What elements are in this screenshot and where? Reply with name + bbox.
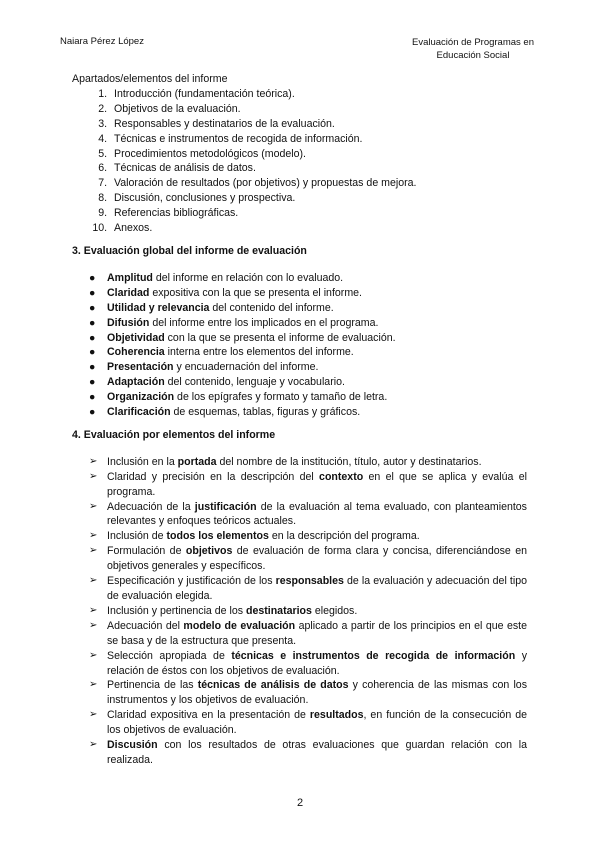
section4-item-text: en el que se aplica y evalúa el programa.	[107, 470, 527, 498]
intro-list	[72, 87, 527, 236]
section4-item	[89, 708, 527, 738]
bullet-icon: ●	[89, 271, 96, 284]
section4-item-text: y relación de éstos con los objetivos de evaluación.	[107, 649, 527, 677]
section3-list	[72, 271, 527, 420]
bullet-icon: ●	[89, 316, 96, 329]
section4-item-text: Claridad expositiva en la presentación de	[107, 709, 310, 722]
section3-item-text: del contenido del informe.	[209, 301, 334, 314]
section3-item-text: de los epígrafes y formato y tamaño de letra.	[174, 391, 388, 404]
section4-item-text: , en función de la consecución de los objetivos de evaluación.	[107, 709, 527, 737]
section4-item-text: de la evaluación y adecuación del tipo de evaluación elegida.	[107, 575, 527, 602]
section4-item-text: Inclusión y pertinencia de los	[107, 604, 246, 617]
section3-item-bold: Claridad	[107, 286, 150, 299]
section4-item-bold: portada	[177, 455, 217, 468]
section3-item	[89, 316, 527, 331]
section3-item-bold: Utilidad y relevancia	[107, 301, 210, 314]
section3-item	[89, 345, 527, 360]
intro-title: Apartados/elementos del informe	[72, 73, 228, 85]
section3-item	[89, 360, 527, 375]
section3-item-bold: Amplitud	[107, 271, 153, 284]
arrow-bullet-icon: ➢	[89, 500, 98, 512]
header-course-line1: Evaluación de Programas en	[412, 37, 534, 48]
section4-item-bold: justificación	[194, 500, 257, 513]
section4-item	[89, 574, 527, 604]
bullet-icon: ●	[89, 361, 96, 374]
section3-item-text: con la que se presenta el informe de evaluación.	[164, 331, 396, 344]
header-course-line2: Educación Social	[436, 50, 510, 61]
bullet-icon: ●	[89, 286, 96, 299]
bullet-icon: ●	[89, 331, 96, 344]
section4-item	[89, 500, 527, 530]
section3-item	[89, 405, 527, 420]
section4-item-text: de evaluación de forma clara y concisa, diferenciándose en objetivos generales y específicos.	[107, 545, 527, 573]
intro-item: 3. Responsables y destinatarios de la evaluación.	[110, 117, 527, 132]
intro-item: 8. Discusión, conclusiones y prospectiva.	[110, 191, 527, 206]
intro-item: 7. Valoración de resultados (por objetivos) y propuestas de mejora.	[110, 176, 527, 191]
section4-item-bold: todos los elementos	[166, 530, 269, 543]
section4-item-text: y coherencia de las mismas con los instrumentos y los objetivos de evaluación.	[107, 679, 527, 707]
header-course	[408, 36, 538, 62]
section4-list	[72, 455, 527, 768]
section4-item-text: Especificación y justificación de los	[107, 575, 276, 588]
section4-item	[89, 470, 527, 500]
section4-item	[89, 678, 527, 708]
section3-item-bold: Organización	[107, 391, 175, 404]
section4-item-bold: responsables	[275, 575, 344, 588]
section3-item-text: expositiva con la que se presenta el informe.	[149, 286, 362, 299]
section4-item-bold: Discusión	[107, 739, 158, 752]
section4-item	[89, 738, 527, 768]
section4-item	[89, 455, 527, 470]
section4-item-text: Inclusión de	[107, 530, 167, 543]
section3-item-bold: Clarificación	[107, 406, 171, 419]
arrow-bullet-icon: ➢	[89, 575, 98, 587]
section4-item-text: en la descripción del programa.	[268, 530, 420, 543]
section3-item	[89, 301, 527, 316]
arrow-bullet-icon: ➢	[89, 709, 98, 721]
section3-item-bold: Difusión	[107, 316, 150, 329]
bullet-icon: ●	[89, 406, 96, 419]
intro-item: 10. Anexos.	[110, 221, 527, 236]
section4-item	[89, 529, 527, 544]
section3-item-text: de esquemas, tablas, figuras y gráficos.	[170, 406, 361, 419]
section3-item-text: del informe entre los implicados en el programa.	[149, 316, 379, 329]
section4-item-text: del nombre de la institución, título, autor y destinatarios.	[216, 455, 482, 468]
section4-item-text: Adecuación de la	[107, 500, 195, 513]
intro-item: 1. Introducción (fundamentación teórica).	[110, 87, 527, 102]
section4-item-text: Inclusión en la	[107, 455, 178, 468]
section4-item-text: Pertinencia de las	[107, 679, 198, 692]
section4-item-bold: resultados	[309, 709, 364, 722]
section3-title: 3. Evaluación global del informe de evaluación	[72, 244, 307, 257]
section4-item-bold: contexto	[319, 470, 364, 483]
section4-item-bold: técnicas e instrumentos de recogida de información	[231, 649, 516, 662]
intro-item: 6. Técnicas de análisis de datos.	[110, 161, 527, 176]
bullet-icon: ●	[89, 391, 96, 404]
arrow-bullet-icon: ➢	[89, 739, 98, 751]
section4-item-bold: técnicas de análisis de datos	[197, 679, 349, 692]
section3-item-text: del informe en relación con lo evaluado.	[152, 271, 344, 284]
section3-item-bold: Coherencia	[107, 346, 165, 359]
section3-item	[89, 271, 527, 286]
header-author: Naiara Pérez López	[60, 36, 144, 47]
section3-item-bold: Presentación	[107, 361, 174, 374]
arrow-bullet-icon: ➢	[89, 470, 98, 482]
section4-item	[89, 619, 527, 649]
intro-item: 2. Objetivos de la evaluación.	[110, 102, 527, 117]
section4-item-bold: modelo de evaluación	[183, 619, 296, 632]
section3-item-text: interna entre los elementos del informe.	[164, 346, 354, 359]
section4-item-text: de la evaluación al tema evaluado, con planteamientos relevantes y enfoques teóricos actuales.	[107, 500, 527, 528]
section4-item-text: elegidos.	[311, 604, 358, 617]
section4-item-text: Adecuación del	[107, 619, 184, 632]
section4-item-text: aplicado a partir de los principios en el que este se basa y de la estructura que presenta.	[107, 619, 527, 647]
arrow-bullet-icon: ➢	[89, 455, 98, 467]
page-number: 2	[296, 797, 304, 809]
intro-item: 4. Técnicas e instrumentos de recogida de información.	[110, 132, 527, 147]
section4-item-text: con los resultados de otras evaluaciones que guardan relación con la realizada.	[107, 739, 527, 766]
section4-item	[89, 649, 527, 679]
intro-item: 5. Procedimientos metodológicos (modelo).	[110, 147, 527, 162]
section4-item	[89, 604, 527, 619]
arrow-bullet-icon: ➢	[89, 604, 98, 616]
section4-title: 4. Evaluación por elementos del informe	[72, 428, 276, 441]
arrow-bullet-icon: ➢	[89, 545, 98, 557]
section3-item	[89, 331, 527, 346]
section4-item	[89, 544, 527, 574]
arrow-bullet-icon: ➢	[89, 649, 98, 661]
section3-item-bold: Adaptación	[107, 376, 165, 389]
section3-item	[89, 390, 527, 405]
section4-item-text: Formulación de	[107, 545, 186, 558]
bullet-icon: ●	[89, 346, 96, 359]
arrow-bullet-icon: ➢	[89, 679, 98, 691]
document-body	[72, 72, 527, 768]
arrow-bullet-icon: ➢	[89, 530, 98, 542]
bullet-icon: ●	[89, 376, 96, 389]
bullet-icon: ●	[89, 301, 96, 314]
section3-item	[89, 286, 527, 301]
intro-item: 9. Referencias bibliográficas.	[110, 206, 527, 221]
section4-item-text: Selección apropiada de	[107, 649, 232, 662]
section3-item-text: del contenido, lenguaje y vocabulario.	[164, 376, 345, 389]
section4-item-text: Claridad y precisión en la descripción del	[107, 470, 320, 483]
section4-item-bold: destinatarios	[245, 604, 312, 617]
section3-item-bold: Objetividad	[107, 331, 165, 344]
arrow-bullet-icon: ➢	[89, 619, 98, 631]
section3-item-text: y encuadernación del informe.	[173, 361, 319, 374]
section3-item	[89, 375, 527, 390]
section4-item-bold: objetivos	[185, 545, 233, 558]
